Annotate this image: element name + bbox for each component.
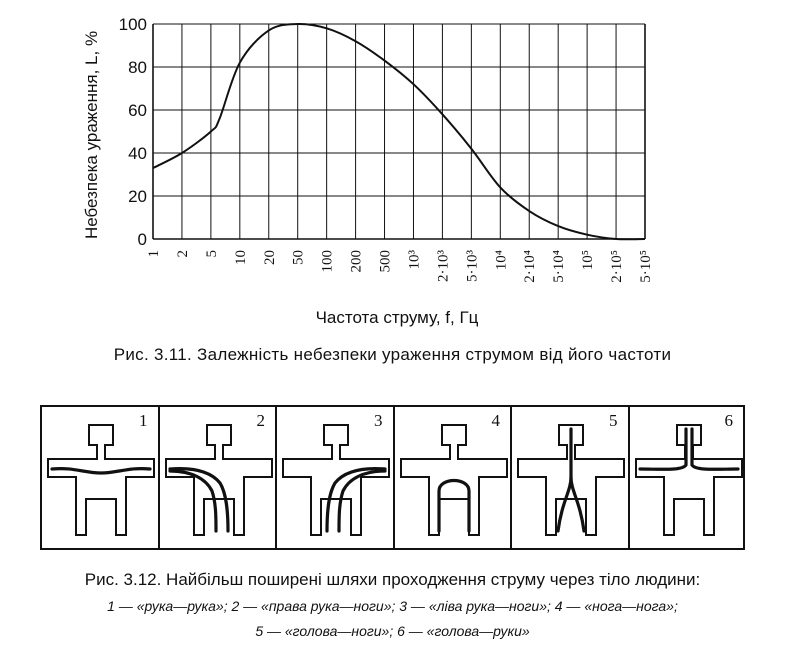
current-path-panel-4 (393, 405, 513, 550)
x-tick-label: 5·10⁵ (638, 250, 654, 283)
y-tick-label: 60 (128, 101, 147, 120)
current-path-panel-2 (158, 405, 278, 550)
x-tick-label: 10⁴ (493, 250, 510, 271)
current-path-panel-3 (275, 405, 395, 550)
current-path (640, 429, 686, 469)
current-path (52, 469, 150, 473)
y-axis-label: Небезпека ураження, L, % (82, 30, 101, 240)
current-path-panel-1 (40, 405, 160, 550)
figure-caption-3-12: Рис. 3.12. Найбільш поширені шляхи проходження струму через тіло людини: (84, 570, 701, 589)
x-tick-label: 10 (232, 250, 249, 265)
x-tick-label: 20 (261, 250, 278, 265)
current-path (439, 481, 469, 532)
figure-legend-line-2: 5 — «голова—ноги»; 6 — «голова—руки» (255, 623, 530, 639)
figure-caption-3-11: Рис. 3.11. Залежність небезпеки ураження струмом від його частоти (113, 345, 672, 364)
x-tick-label: 200 (348, 250, 365, 273)
panel-number: 2 (256, 411, 265, 430)
x-tick-label: 5·10⁴ (551, 250, 568, 283)
y-tick-label: 100 (118, 15, 147, 34)
x-tick-label: 10³ (406, 250, 423, 270)
x-axis-label: Частота струму, f, Гц (315, 308, 479, 327)
x-tick-label: 5·10³ (464, 250, 481, 282)
x-tick-label: 2·10³ (435, 250, 452, 282)
x-tick-label: 2 (174, 250, 191, 258)
y-tick-label: 0 (137, 230, 147, 249)
x-tick-label: 5 (203, 250, 220, 258)
x-tick-label: 10⁵ (580, 250, 597, 271)
chart-grid (153, 24, 645, 239)
panel-number: 1 (139, 411, 148, 430)
panel-number: 4 (491, 411, 500, 430)
current-path-panel-5 (510, 405, 630, 550)
y-tick-label: 80 (128, 58, 147, 77)
chart-ticks (119, 15, 654, 283)
current-path-panels (40, 405, 745, 550)
current-path-panel-6 (628, 405, 746, 550)
x-tick-label: 1 (146, 250, 162, 258)
x-tick-label: 100 (319, 250, 336, 273)
y-tick-label: 40 (128, 144, 147, 163)
panel-number: 6 (724, 411, 733, 430)
danger-curve (153, 24, 645, 239)
panel-number: 5 (609, 411, 618, 430)
current-path (692, 429, 738, 469)
current-path (571, 477, 584, 531)
x-tick-label: 2·10⁵ (609, 250, 626, 283)
figure-legend-line-1: 1 — «рука—рука»; 2 — «права рука—ноги»; 3 — «ліва рука—ноги»; 4 — «нога—нога»; (107, 598, 678, 614)
y-tick-label: 20 (128, 187, 147, 206)
x-tick-label: 500 (377, 250, 394, 273)
x-tick-label: 2·10⁴ (522, 250, 539, 283)
panel-number: 3 (374, 411, 383, 430)
x-tick-label: 50 (290, 250, 307, 265)
